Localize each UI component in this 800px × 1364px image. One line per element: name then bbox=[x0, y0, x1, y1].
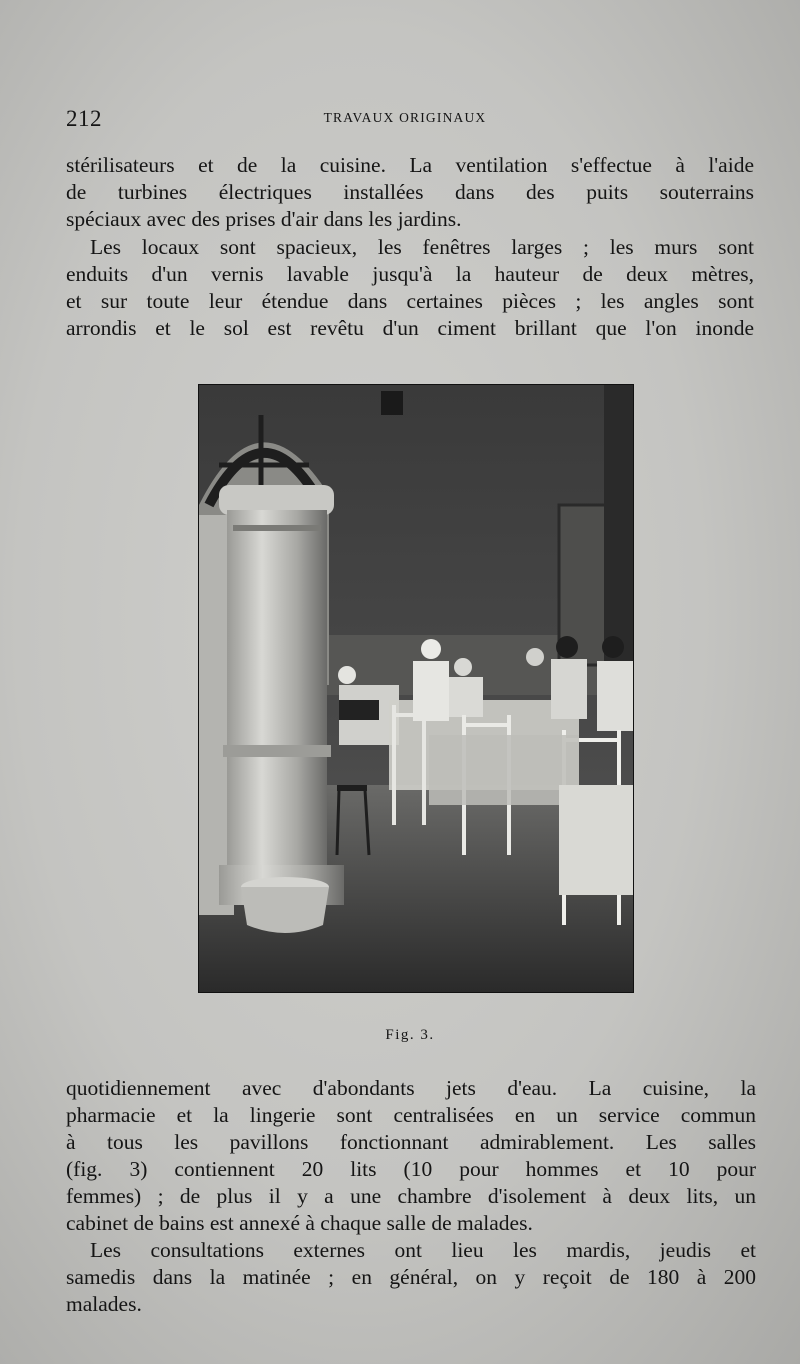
text-line: à tous les pavillons fonctionnant admirablement. Les salles bbox=[66, 1130, 756, 1154]
text-line: Les locaux sont spacieux, les fenêtres larges ; les murs sont bbox=[90, 235, 754, 259]
text-line: samedis dans la matinée ; en général, on y reçoit de 180 à 200 bbox=[66, 1265, 756, 1289]
ward-photo-illustration bbox=[199, 385, 633, 992]
text-line: Les consultations externes ont lieu les mardis, jeudis et bbox=[90, 1238, 756, 1262]
running-title: TRAVAUX ORIGINAUX bbox=[323, 110, 487, 125]
text-line: femmes) ; de plus il y a une chambre d'isolement à deux lits, un bbox=[66, 1184, 756, 1208]
text-line: quotidiennement avec d'abondants jets d'eau. La cuisine, la bbox=[66, 1076, 756, 1100]
paragraph-2 bbox=[66, 234, 754, 342]
text-line: de turbines électriques installées dans des puits souterrains bbox=[66, 180, 754, 204]
paragraph-3 bbox=[66, 1075, 756, 1237]
text-line: enduits d'un vernis lavable jusqu'à la hauteur de deux mètres, bbox=[66, 262, 754, 286]
text-line: pharmacie et la lingerie sont centralisées en un service commun bbox=[66, 1103, 756, 1127]
text-line: (fig. 3) contiennent 20 lits (10 pour hommes et 10 pour bbox=[66, 1157, 756, 1181]
text-line: et sur toute leur étendue dans certaines pièces ; les angles sont bbox=[66, 289, 754, 313]
paragraph-4 bbox=[66, 1237, 756, 1318]
figure-caption: Fig. 3. bbox=[385, 1027, 435, 1043]
text-line: cabinet de bains est annexé à chaque salle de malades. bbox=[66, 1211, 533, 1235]
text-line: malades. bbox=[66, 1292, 142, 1316]
paragraph-1 bbox=[66, 152, 754, 233]
page-number: 212 bbox=[66, 106, 102, 131]
text-line: arrondis et le sol est revêtu d'un ciment brillant que l'on inonde bbox=[66, 316, 754, 340]
text-line: stérilisateurs et de la cuisine. La ventilation s'effectue à l'aide bbox=[66, 153, 754, 177]
text-line: spéciaux avec des prises d'air dans les jardins. bbox=[66, 207, 462, 231]
hospital-ward-photograph bbox=[198, 384, 634, 993]
